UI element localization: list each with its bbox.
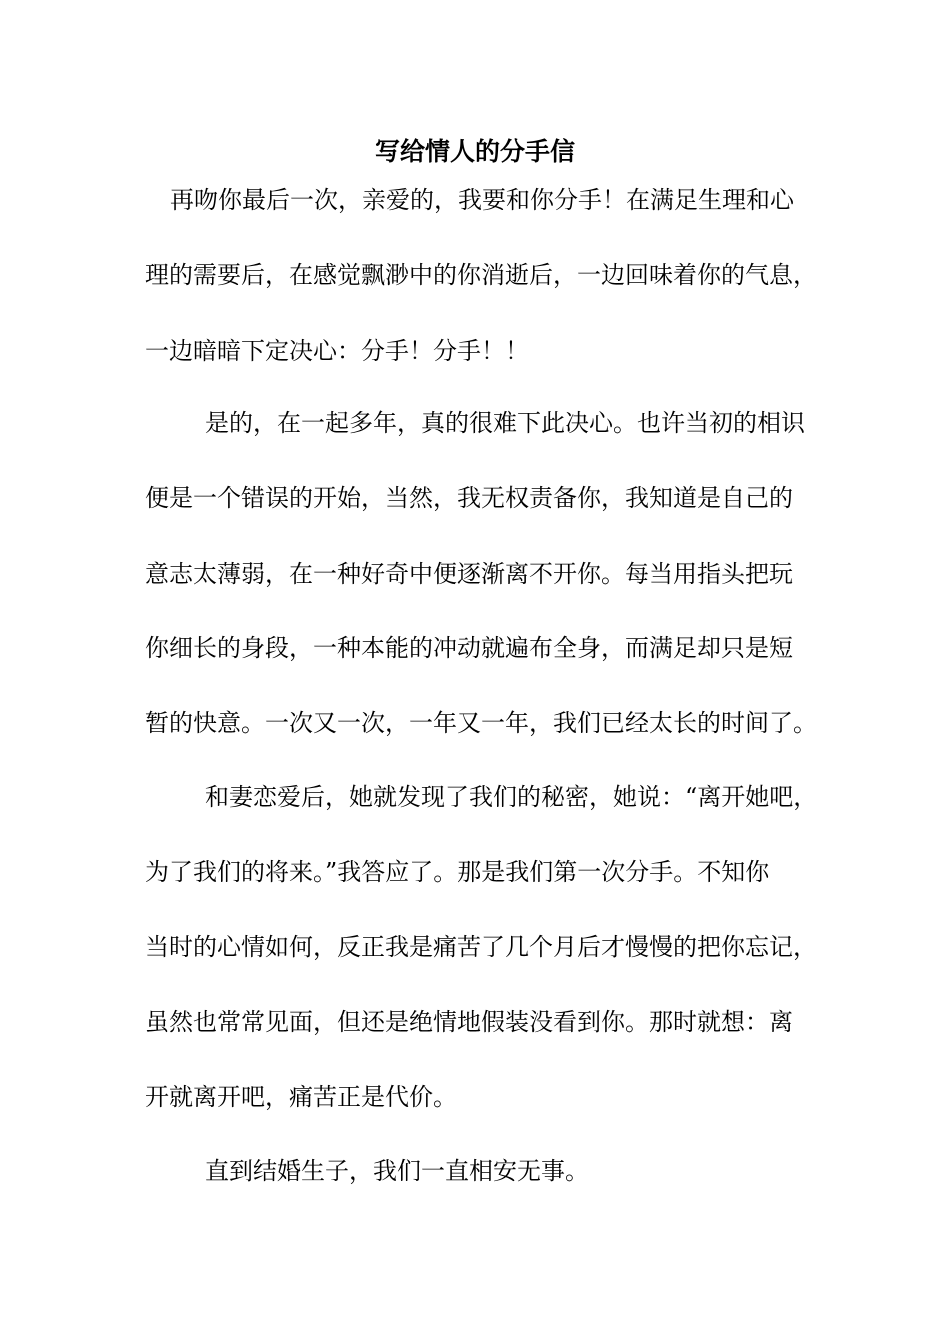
text-line: 便是一个错误的开始，当然，我无权责备你，我知道是自己的 — [145, 484, 793, 512]
document-title: 写给情人的分手信 — [374, 137, 575, 166]
text-line: 和妻恋爱后，她就发现了我们的秘密，她说：“离开她吧， — [205, 783, 818, 811]
text-line: 理的需要后，在感觉飘渺中的你消逝后，一边回味着你的气息， — [145, 261, 817, 289]
text-line: 再吻你最后一次，亲爱的，我要和你分手！在满足生理和心 — [170, 186, 794, 214]
text-line: 暂的快意。一次又一次，一年又一年，我们已经太长的时间了。 — [145, 709, 817, 737]
text-line: 你细长的身段，一种本能的冲动就遍布全身，而满足却只是短 — [145, 634, 793, 662]
text-line: 直到结婚生子，我们一直相安无事。 — [205, 1157, 589, 1185]
text-line: 虽然也常常见面，但还是绝情地假装没看到你。那时就想：离 — [145, 1008, 793, 1036]
text-line: 是的，在一起多年，真的很难下此决心。也许当初的相识 — [205, 409, 805, 437]
text-line: 意志太薄弱，在一种好奇中便逐渐离不开你。每当用指头把玩 — [145, 560, 793, 588]
text-line: 为了我们的将来。”我答应了。那是我们第一次分手。不知你 — [145, 858, 770, 886]
text-line: 当时的心情如何，反正我是痛苦了几个月后才慢慢的把你忘记， — [145, 933, 817, 961]
text-line: 开就离开吧，痛苦正是代价。 — [145, 1083, 457, 1111]
text-line: 一边暗暗下定决心：分手！分手！！ — [145, 337, 529, 365]
